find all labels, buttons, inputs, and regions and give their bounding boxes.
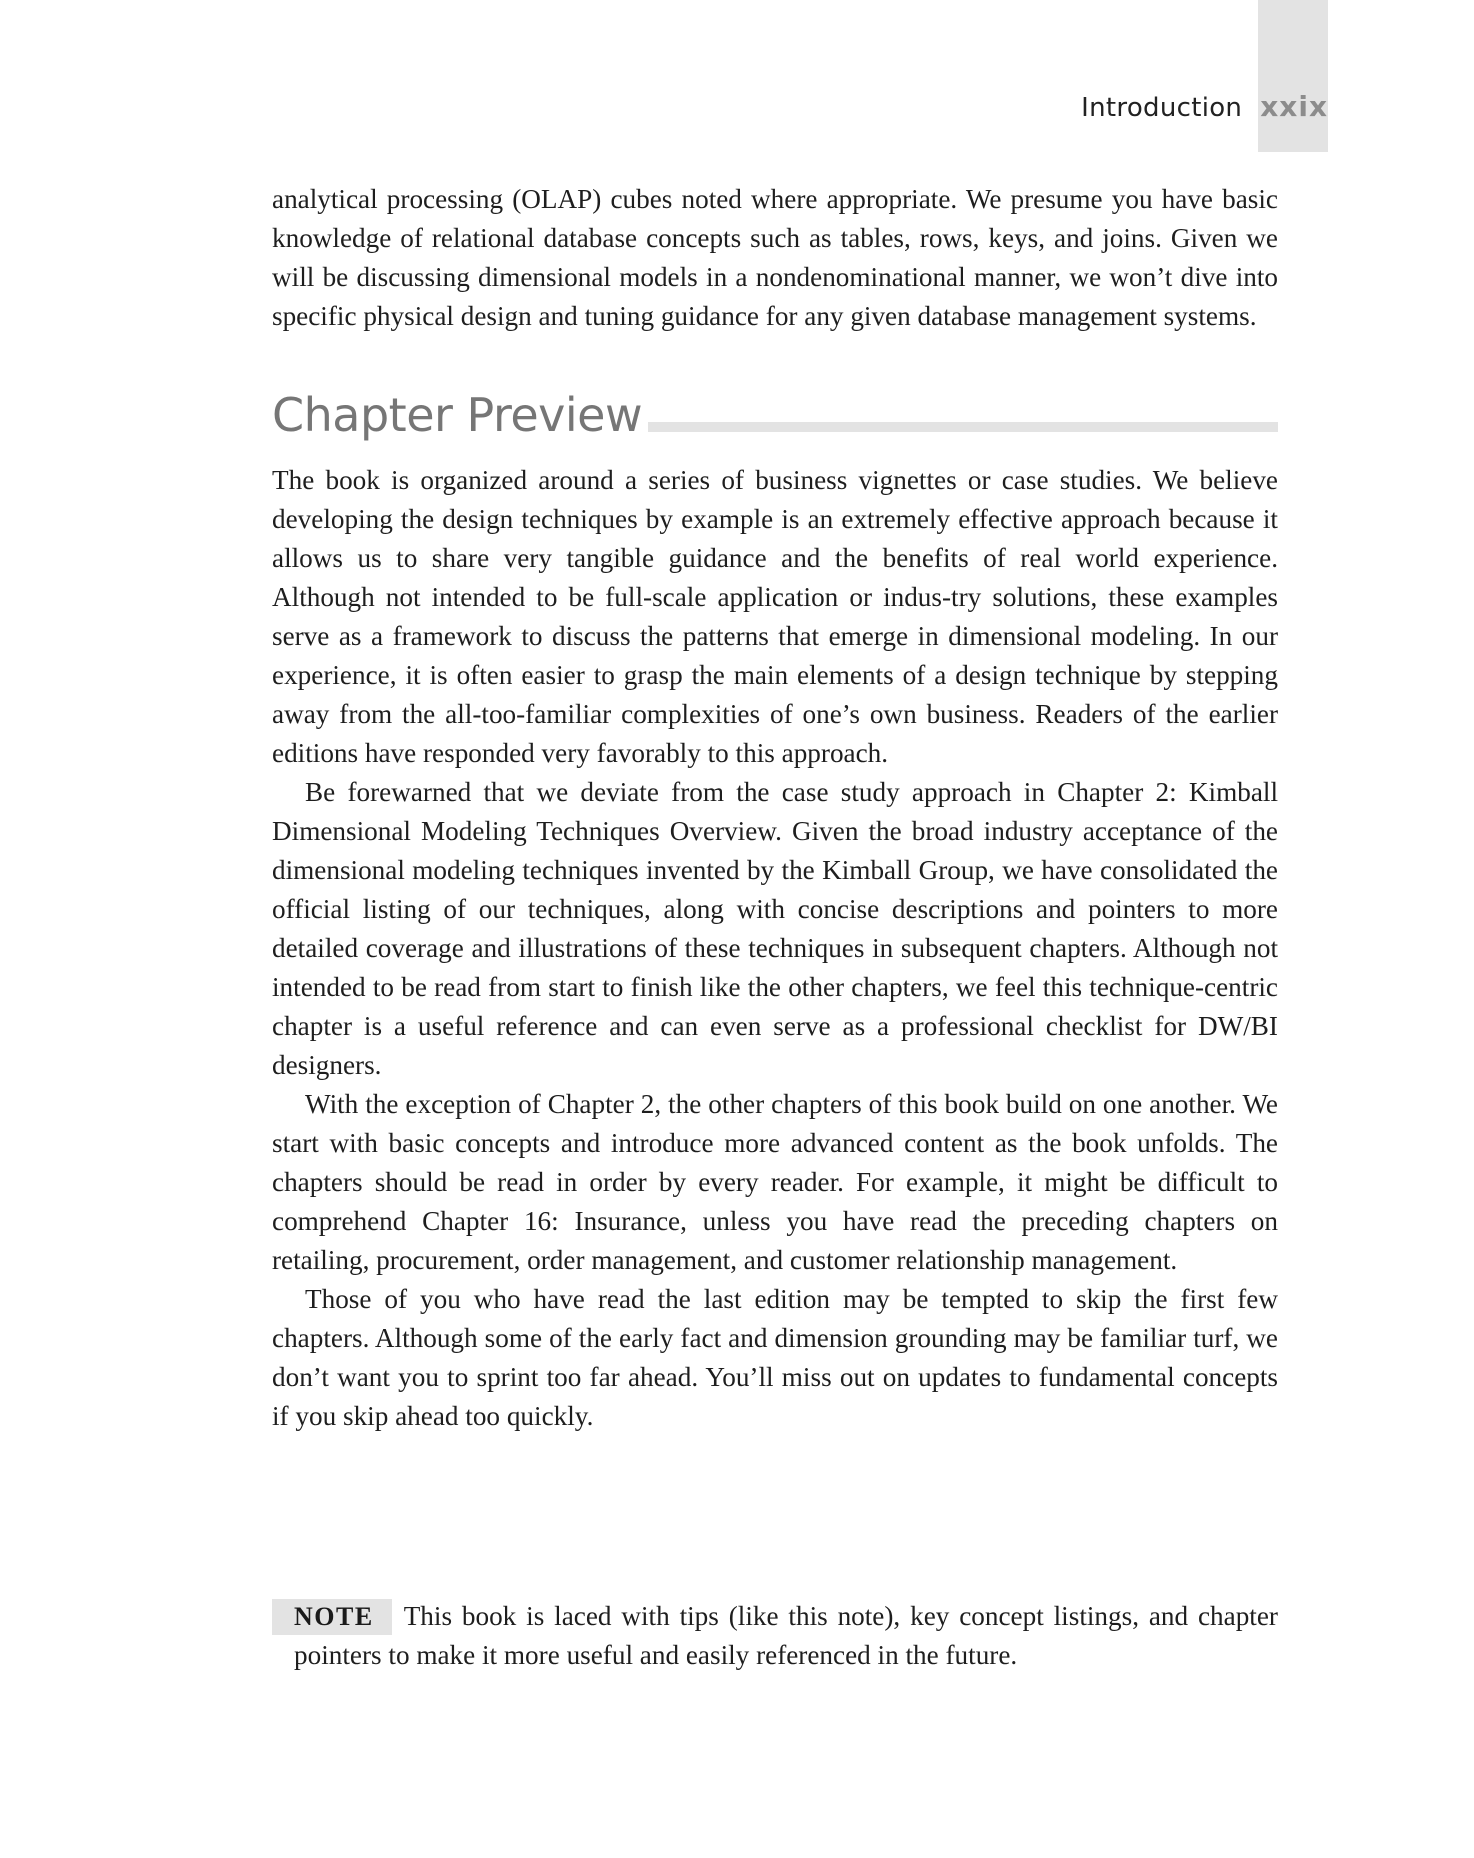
note-box — [272, 1597, 1278, 1675]
running-title: Introduction — [1081, 93, 1243, 123]
section-paragraph-3: With the exception of Chapter 2, the other chapters of this book build on one another. We start with basic concepts and introduce more advanced content as the book unfolds. The chapters should be read in order by every reader. For example, it might be difficult to comprehend Chapter 16: Insurance, unless you have read the preceding chapters on retailing, procurement, order management, and customer relationship management. — [272, 1089, 1278, 1275]
note-label: NOTE — [272, 1599, 392, 1635]
section-paragraph-4: Those of you who have read the last edition may be tempted to skip the first few chapters. Although some of the early fact and dimension grounding may be familiar turf, we don’t want you to sprint too far ahead. You’ll miss out on updates to fundamental concepts if you skip ahead too quickly. — [272, 1284, 1278, 1431]
running-head — [1081, 90, 1328, 130]
section-title: Chapter Preview — [272, 388, 643, 442]
page-body — [272, 180, 1278, 1436]
section-heading — [272, 387, 1278, 443]
section-paragraph-1: The book is organized around a series of business vignettes or case studies. We believe developing the design techniques by example is an extremely effective approach because it allows us to share very tangible guidance and the benefits of real world experience. Although not intended to be full-scale application or indus-try solutions, these examples serve as a framework to discuss the patterns that emerge in dimensional modeling. In our experience, it is often easier to grasp the main elements of a design technique by stepping away from the all-too-familiar complexities of one’s own business. Readers of the earlier editions have responded very favorably to this approach. — [272, 465, 1278, 768]
section-paragraph-2: Be forewarned that we deviate from the case study approach in Chapter 2: Kimball Dimensional Modeling Techniques Overview. Given the broad industry acceptance of the dimensional modeling techniques invented by the Kimball Group, we have consolidated the official listing of our techniques, along with concise descriptions and pointers to more detailed coverage and illustrations of these techniques in subsequent chapters. Although not intended to be read from start to finish like the other chapters, we feel this technique-centric chapter is a useful reference and can even serve as a professional checklist for DW/BI designers. — [272, 777, 1278, 1080]
note-text: This book is laced with tips (like this note), key concept listings, and chapter pointers to make it more useful and easily referenced in the future. — [294, 1601, 1278, 1670]
page-number: xxix — [1260, 90, 1328, 123]
section-rule — [648, 422, 1278, 432]
intro-paragraph: analytical processing (OLAP) cubes noted where appropriate. We presume you have basic knowledge of relational database concepts such as tables, rows, keys, and joins. Given we will be discussing dimensional models in a nondenominational manner, we won’t dive into specific physical design and tuning guidance for any given database management systems. — [272, 184, 1278, 331]
